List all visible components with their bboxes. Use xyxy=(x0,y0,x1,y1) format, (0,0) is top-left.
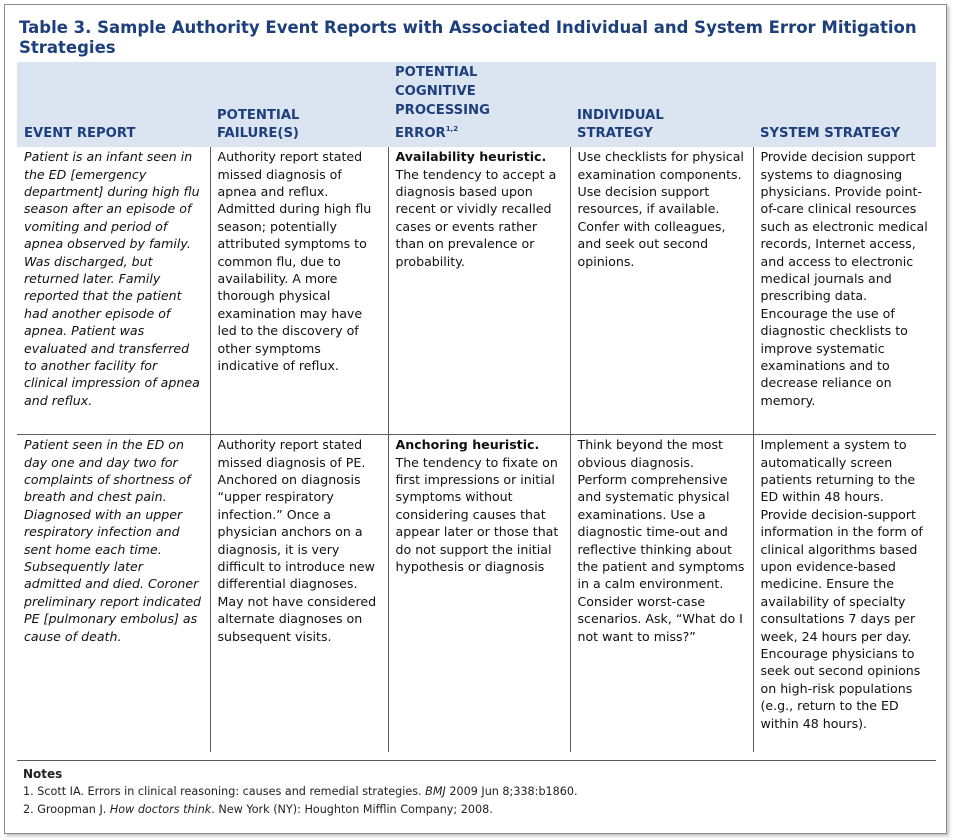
cognitive-error-cell xyxy=(388,435,570,753)
header-potential-failures: POTENTIAL FAILURE(S) xyxy=(210,62,388,147)
potential-failure-cell: Authority report stated missed diagnosis of apnea and reflux. Admitted during high flu season; potentially attributed symptoms to common flu, due to availability. A more thorough physical examination may have led to the discovery of other symptoms indicative of reflux. xyxy=(210,147,388,435)
header-cognitive-error: POTENTIAL COGNITIVE PROCESSING ERROR$^{1,2}$ xyxy=(388,62,570,147)
table-row xyxy=(17,435,936,753)
cognitive-error-cell xyxy=(388,147,570,435)
notes-section xyxy=(17,760,936,819)
heuristic-description: The tendency to accept a diagnosis based upon recent or vividly recalled cases or events rather than on prevalence or probability. xyxy=(395,166,557,269)
heuristic-description: The tendency to fixate on first impressions or initial symptoms without considering causes that appear later or those that do not support the initial hypothesis or diagnosis xyxy=(395,454,559,575)
table-title: Table 3. Sample Authority Event Reports with Associated Individual and System Error Mitigation Strategies xyxy=(19,18,917,57)
footnote-ref: 1,2 xyxy=(445,125,459,134)
notes-heading: Notes xyxy=(23,767,63,781)
event-report-cell: Patient is an infant seen in the ED [emergency department] during high flu season after an episode of vomiting and period of apnea observed by family. Was discharged, but returned later. Family reported that the patient had another episode of apnea. Patient was evaluated and transferred to another facility for clinical impression of apnea and reflux. xyxy=(17,147,210,435)
system-strategy-cell: Provide decision support systems to diagnosing physicians. Provide point-of-care clinical resources such as electronic medical records, Internet access, and access to electronic medical journals and prescribing data. Encourage the use of diagnostic checklists to improve systematic examinations and to decrease reliance on memory. xyxy=(753,147,936,435)
table-row xyxy=(17,147,936,435)
header-event-report: EVENT REPORT xyxy=(17,62,210,147)
heuristic-name: Availability heuristic. xyxy=(395,149,547,165)
header-row xyxy=(17,62,936,147)
header-individual-strategy: INDIVIDUAL STRATEGY xyxy=(570,62,753,147)
heuristic-name: Anchoring heuristic. xyxy=(395,437,540,453)
note-1: 1. Scott IA. Errors in clinical reasoning: causes and remedial strategies. BMJ 2009 Jun 8;338:b1860. xyxy=(23,785,578,798)
authority-events-table xyxy=(17,62,936,752)
individual-strategy-cell: Think beyond the most obvious diagnosis. Perform comprehensive and systematic physical examinations. Use a diagnostic time-out and reflective thinking about the patient and symptoms in a calm environment. Consider worst-case scenarios. Ask, “What do I not want to miss?” xyxy=(570,435,753,753)
potential-failure-cell: Authority report stated missed diagnosis of PE. Anchored on diagnosis “upper respiratory infection.” Once a physician anchors on a diagnosis, it is very difficult to introduce new differential diagnoses. May not have considered alternate diagnoses on subsequent visits. xyxy=(210,435,388,753)
system-strategy-cell: Implement a system to automatically screen patients returning to the ED within 48 hours. Provide decision-support information in the form of clinical algorithms based upon evidence-based medicine. Ensure the availability of specialty consultations 7 days per week, 24 hours per day. Encourage physicians to seek out second opinions on high-risk populations (e.g., return to the ED within 48 hours). xyxy=(753,435,936,753)
event-report-cell: Patient seen in the ED on day one and day two for complaints of shortness of breath and chest pain. Diagnosed with an upper respiratory infection and sent home each time. Subsequently later admitted and died. Coroner preliminary report indicated PE [pulmonary embolus] as cause of death. xyxy=(24,437,202,644)
individual-strategy-cell: Use checklists for physical examination components. Use decision support resources, if available. Confer with colleagues, and seek out second opinions. xyxy=(570,147,753,435)
note-2: 2. Groopman J. How doctors think. New York (NY): Houghton Mifflin Company; 2008. xyxy=(23,803,493,816)
header-system-strategy: SYSTEM STRATEGY xyxy=(753,62,936,147)
